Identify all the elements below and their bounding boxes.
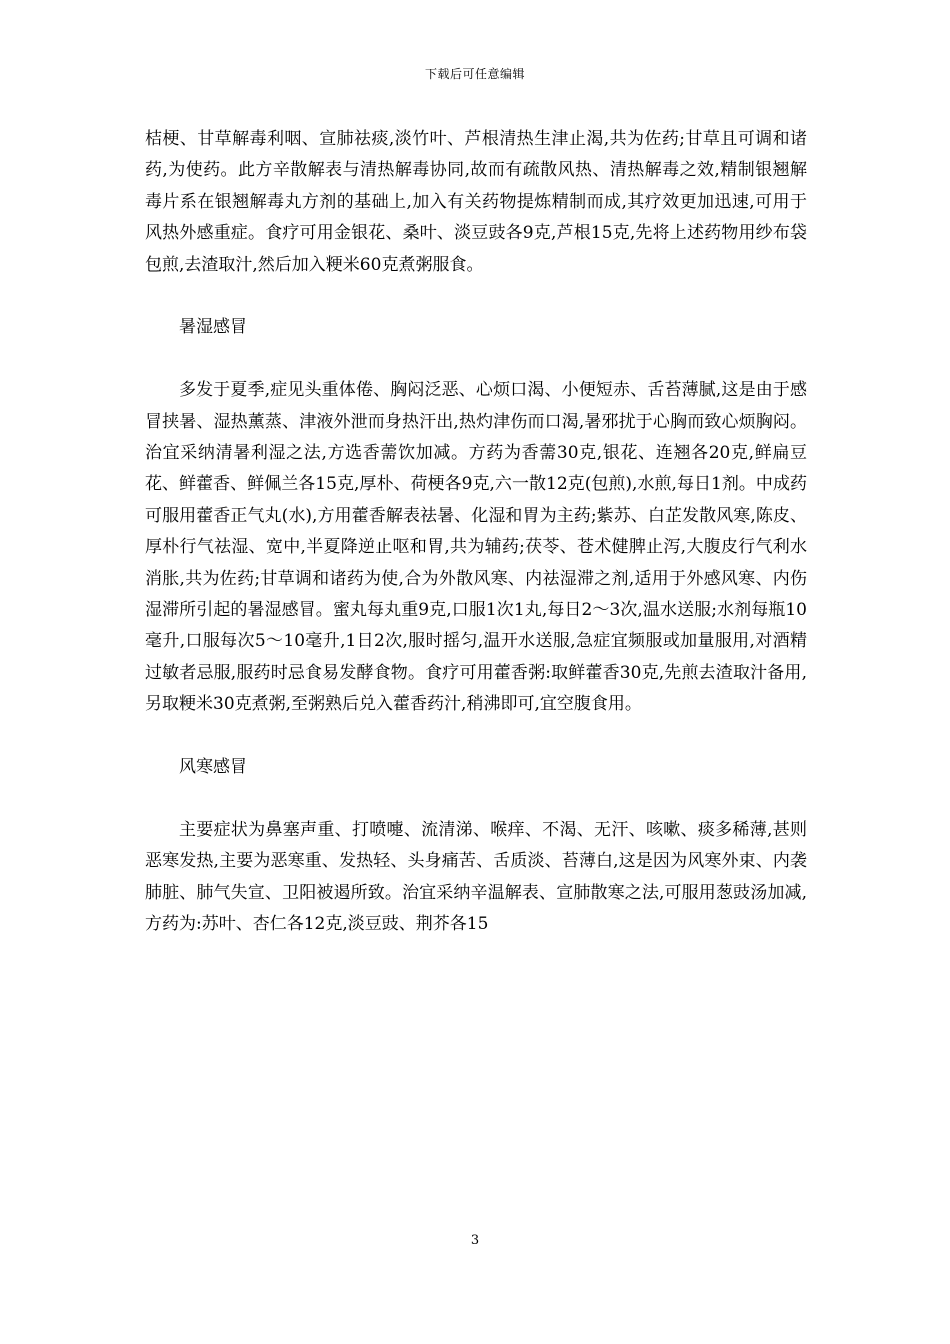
paragraph-spacer	[145, 783, 807, 814]
section-heading-summer-damp-cold: 暑湿感冒	[179, 317, 247, 338]
paragraph-spacer	[145, 281, 807, 312]
section-heading-wind-cold: 风寒感冒	[179, 757, 247, 778]
page-number: 3	[470, 1233, 480, 1248]
paragraph-continuation: 桔梗、甘草解毒利咽、宣肺祛痰,淡竹叶、芦根清热生津止渴,共为佐药;甘草且可调和诸药,为使药。此方辛散解表与清热解毒协同,故而有疏散风热、清热解毒之效,精制银翘解毒片系在银翘解毒丸方剂的基础上,加入有关药物提炼精制而成,其疗效更加迅速,可用于风热外感重症。食疗可用金银花、桑叶、淡豆豉各9克,芦根15克,先将上述药物用纱布袋包煎,去渣取汁,然后加入粳米60克煮粥服食。	[145, 129, 807, 275]
paragraph-spacer	[145, 344, 807, 375]
paragraph-summer-damp-cold: 多发于夏季,症见头重体倦、胸闷泛恶、心烦口渴、小便短赤、舌苔薄腻,这是由于感冒挟暑、湿热薰蒸、津液外泄而身热汗出,热灼津伤而口渴,暑邪扰于心胸而致心烦胸闷。治宜采纳清暑利湿之法,方选香薷饮加减。方药为香薷30克,银花、连翘各20克,鲜扁豆花、鲜藿香、鲜佩兰各15克,厚朴、荷梗各9克,六一散12克(包煎),水煎,每日1剂。中成药可服用藿香正气丸(水),方用藿香解表祛暑、化湿和胃为主药;紫苏、白芷发散风寒,陈皮、厚朴行气祛湿、宽中,半夏降逆止呕和胃,共为辅药;茯苓、苍术健脾止泻,大腹皮行气利水消胀,共为佐药;甘草调和诸药为使,合为外散风寒、内祛湿滞之剂,适用于外感风寒、内伤湿滞所引起的暑湿感冒。蜜丸每丸重9克,口服1次1丸,每日2～3次,温水送服;水剂每瓶10毫升,口服每次5～10毫升,1日2次,服时摇匀,温开水送服,急症宜频服或加量服用,对酒精过敏者忌服,服药时忌食易发酵食物。食疗可用藿香粥:取鲜藿香30克,先煎去渣取汁备用,另取粳米30克煮粥,至粥熟后兑入藿香药汁,稍沸即可,宜空腹食用。	[145, 380, 807, 715]
paragraph-wind-cold: 主要症状为鼻塞声重、打喷嚏、流清涕、喉痒、不渴、无汗、咳嗽、痰多稀薄,甚则恶寒发热,主要为恶寒重、发热轻、头身痛苦、舌质淡、苔薄白,这是因为风寒外束、内袭肺脏、肺气失宣、卫阳被遏所致。治宜采纳辛温解表、宣肺散寒之法,可服用葱豉汤加减,方药为:苏叶、杏仁各12克,淡豆豉、荆芥各15	[145, 819, 807, 935]
page-header: 下载后可任意编辑	[424, 67, 525, 81]
paragraph-spacer	[145, 721, 807, 752]
document-body	[145, 124, 807, 941]
